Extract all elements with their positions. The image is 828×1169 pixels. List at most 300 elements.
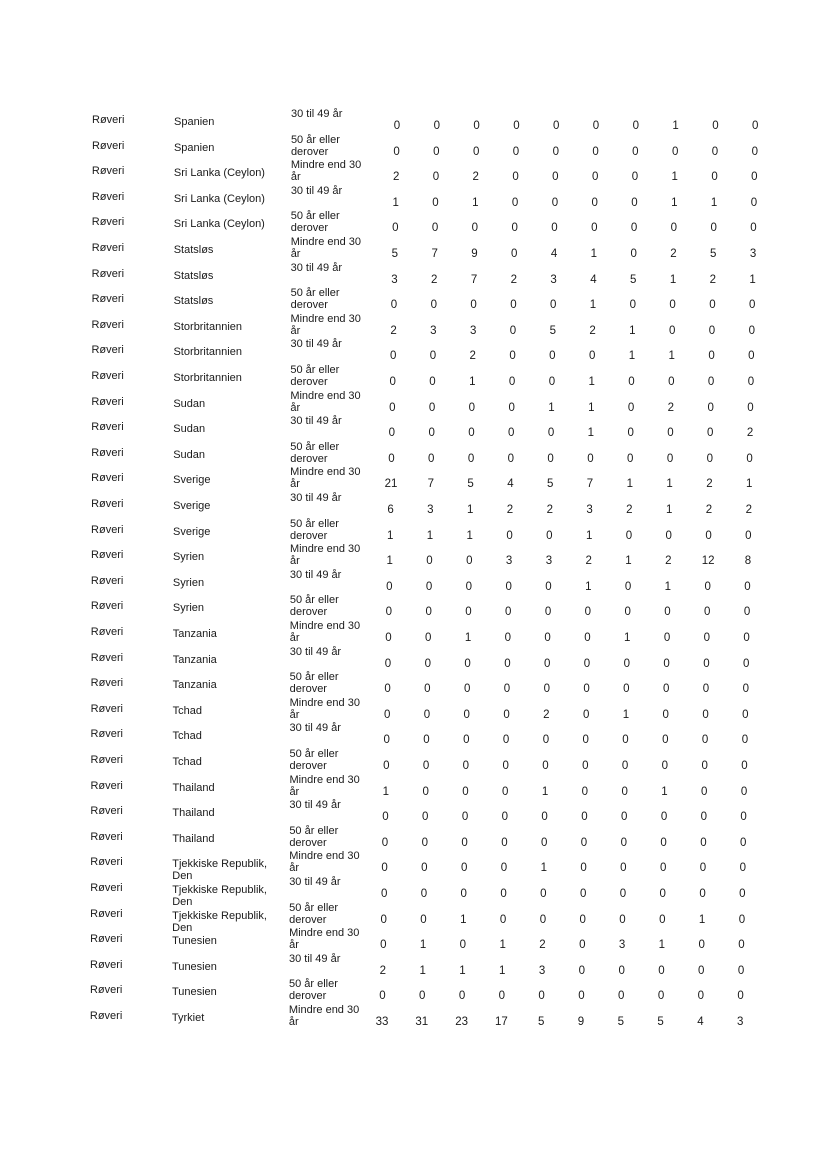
value-cell: 1 — [419, 939, 427, 952]
country-cell: Sverige — [173, 525, 211, 538]
value-cell: 0 — [500, 888, 507, 900]
value-cell: 0 — [751, 120, 759, 132]
value-cell: 0 — [504, 632, 512, 644]
country-cell: Syrien — [172, 576, 205, 589]
value-cell: 0 — [506, 529, 513, 542]
country-cell: Tjekkiske Republik, Den — [172, 884, 267, 908]
value-cell: 0 — [432, 171, 440, 184]
country-cell: Tjekkiske Republik, Den — [172, 858, 268, 883]
table-row — [0, 364, 828, 396]
value-cell: 0 — [659, 913, 666, 926]
value-cell: 3 — [427, 504, 434, 516]
value-cell: 1 — [587, 427, 595, 440]
age-cell: 30 til 49 år — [290, 261, 342, 274]
value-cell: 0 — [584, 606, 592, 619]
crime-cell: Røveri — [90, 856, 123, 869]
country-cell: Spanien — [174, 116, 215, 128]
country-cell: Spanien — [173, 141, 215, 154]
value-cell: 0 — [547, 427, 555, 440]
crime-cell: Røveri — [89, 984, 123, 997]
country-cell: Storbritannien — [173, 372, 242, 384]
country-cell: Thailand — [172, 807, 215, 820]
value-cell: 0 — [511, 222, 518, 235]
value-cell: 0 — [508, 376, 516, 388]
crime-cell: Røveri — [90, 600, 124, 613]
value-cell: 0 — [503, 683, 511, 696]
value-cell: 1 — [668, 350, 675, 363]
age-cell: 50 år eller derover — [289, 824, 339, 849]
value-cell: 0 — [539, 913, 547, 926]
value-cell: 0 — [379, 990, 386, 1003]
value-cell: 0 — [750, 196, 758, 209]
value-cell: 0 — [627, 452, 634, 465]
value-cell: 0 — [468, 427, 475, 440]
value-cell: 8 — [744, 555, 752, 568]
value-cell: 1 — [628, 350, 636, 363]
value-cell: 0 — [660, 836, 667, 849]
value-cell: 5 — [391, 248, 399, 260]
age-cell: 50 år eller derover — [289, 671, 339, 696]
value-cell: 0 — [388, 427, 396, 440]
value-cell: 2 — [585, 555, 592, 568]
value-cell: 5 — [630, 273, 637, 286]
value-cell: 0 — [711, 145, 719, 158]
value-cell: 0 — [513, 120, 520, 132]
value-cell: 0 — [703, 632, 711, 644]
value-cell: 0 — [624, 580, 632, 593]
age-cell: 50 år eller derover — [289, 594, 339, 619]
value-cell: 0 — [508, 401, 515, 414]
value-cell: 2 — [706, 478, 713, 491]
table-row — [0, 210, 828, 242]
country-cell: Tanzania — [172, 679, 217, 692]
age-cell: Mindre end 30 år — [290, 389, 361, 414]
value-cell: 0 — [747, 376, 755, 388]
country-cell: Sudan — [173, 423, 206, 436]
value-cell: 0 — [463, 734, 470, 747]
value-cell: 0 — [386, 580, 393, 593]
value-cell: 0 — [746, 452, 753, 465]
value-cell: 0 — [422, 785, 429, 798]
value-cell: 1 — [745, 478, 753, 491]
country-cell: Sudan — [173, 397, 206, 410]
value-cell: 0 — [429, 350, 437, 363]
crime-cell: Røveri — [91, 165, 125, 178]
value-cell: 0 — [660, 811, 668, 824]
value-cell: 1 — [541, 785, 549, 798]
value-cell: 0 — [426, 555, 433, 568]
value-cell: 0 — [431, 222, 439, 235]
age-cell: 30 til 49 år — [290, 492, 342, 504]
value-cell: 0 — [393, 120, 401, 132]
country-cell: Storbritannien — [173, 320, 243, 333]
value-cell: 1 — [664, 580, 672, 593]
value-cell: 2 — [431, 273, 438, 286]
value-cell: 0 — [460, 862, 468, 875]
value-cell: 0 — [502, 785, 509, 798]
country-cell: Statsløs — [173, 269, 214, 282]
value-cell: 0 — [462, 785, 469, 798]
value-cell: 0 — [622, 734, 629, 747]
crime-cell: Røveri — [91, 421, 124, 434]
value-cell: 0 — [510, 299, 517, 312]
table-row — [0, 389, 828, 422]
value-cell: 0 — [549, 299, 557, 312]
value-cell: 0 — [621, 760, 629, 772]
value-cell: 0 — [632, 145, 639, 158]
crime-cell: Røveri — [91, 523, 124, 536]
table-row — [0, 133, 828, 166]
value-cell: 0 — [540, 836, 548, 849]
value-cell: 0 — [468, 401, 476, 414]
country-cell: Sri Lanka (Ceylon) — [173, 167, 265, 180]
value-cell: 0 — [624, 606, 631, 619]
value-cell: 0 — [464, 657, 471, 670]
value-cell: 0 — [659, 888, 666, 900]
value-cell: 0 — [419, 990, 426, 1003]
crime-cell: Røveri — [90, 626, 124, 638]
age-cell: 30 til 49 år — [289, 952, 341, 965]
value-cell: 0 — [542, 734, 550, 747]
value-cell: 0 — [701, 785, 708, 798]
value-cell: 0 — [461, 836, 468, 849]
value-cell: 2 — [670, 248, 677, 260]
value-cell: 0 — [583, 683, 590, 696]
value-cell: 0 — [423, 734, 430, 747]
value-cell: 0 — [501, 836, 508, 849]
value-cell: 0 — [748, 324, 755, 337]
value-cell: 0 — [707, 376, 715, 388]
age-cell: Mindre end 30 år — [289, 850, 360, 875]
table-row — [0, 236, 828, 268]
age-cell: 50 år eller derover — [288, 978, 338, 1003]
value-cell: 1 — [671, 196, 678, 209]
value-cell: 0 — [578, 990, 585, 1003]
value-cell: 2 — [390, 324, 397, 337]
age-cell: 30 til 49 år — [291, 108, 343, 120]
value-cell: 0 — [620, 862, 627, 875]
value-cell: 0 — [380, 913, 387, 926]
value-cell: 0 — [381, 836, 389, 849]
value-cell: 1 — [469, 376, 476, 388]
value-cell: 3 — [430, 324, 437, 337]
value-cell: 0 — [698, 964, 705, 977]
value-cell: 0 — [508, 427, 515, 440]
country-cell: Tjekkiske Republik, Den — [172, 909, 267, 934]
crime-cell: Røveri — [90, 549, 124, 562]
country-cell: Tchad — [172, 704, 202, 717]
value-cell: 0 — [543, 657, 551, 670]
value-cell: 2 — [589, 324, 596, 337]
value-cell: 0 — [663, 632, 671, 644]
value-cell: 2 — [469, 350, 476, 363]
value-cell: 0 — [383, 708, 391, 721]
table-row — [0, 338, 828, 370]
value-cell: 0 — [388, 452, 395, 465]
value-cell: 0 — [619, 913, 626, 926]
value-cell: 0 — [424, 657, 431, 670]
value-cell: 2 — [543, 708, 550, 721]
value-cell: 4 — [507, 478, 514, 491]
value-cell: 1 — [658, 939, 666, 952]
value-cell: 1 — [624, 632, 631, 644]
value-cell: 0 — [511, 196, 519, 209]
value-cell: 0 — [579, 913, 586, 926]
value-cell: 0 — [739, 888, 746, 900]
value-cell: 0 — [669, 299, 676, 312]
crime-cell: Røveri — [91, 318, 124, 331]
table-row — [0, 927, 828, 959]
value-cell: 0 — [547, 452, 554, 465]
value-cell: 0 — [665, 529, 672, 542]
value-cell: 0 — [424, 683, 431, 696]
crime-cell: Røveri — [90, 805, 123, 818]
value-cell: 0 — [625, 529, 633, 542]
value-cell: 0 — [591, 171, 599, 184]
value-cell: 0 — [581, 785, 589, 798]
value-cell: 0 — [546, 529, 553, 542]
table-row — [0, 978, 828, 1010]
value-cell: 0 — [389, 350, 397, 363]
crime-cell: Røveri — [90, 728, 123, 741]
value-cell: 2 — [626, 504, 633, 516]
value-cell: 0 — [551, 222, 558, 235]
age-cell: 50 år eller derover — [290, 517, 339, 542]
value-cell: 3 — [618, 939, 626, 952]
value-cell: 0 — [538, 990, 545, 1003]
value-cell: 0 — [380, 888, 388, 900]
table-row — [0, 440, 828, 473]
value-cell: 5 — [617, 1016, 624, 1028]
value-cell: 0 — [743, 632, 750, 644]
country-cell: Statsløs — [173, 244, 214, 256]
country-cell: Sudan — [173, 448, 206, 461]
value-cell: 0 — [501, 811, 509, 824]
value-cell: 0 — [462, 760, 470, 772]
value-cell: 0 — [540, 888, 547, 900]
value-cell: 0 — [422, 811, 429, 824]
value-cell: 0 — [393, 145, 400, 158]
age-cell: 30 til 49 år — [290, 184, 343, 197]
value-cell: 0 — [666, 452, 674, 465]
value-cell: 0 — [663, 657, 670, 670]
value-cell: 0 — [503, 708, 510, 721]
crime-cell: Røveri — [91, 446, 124, 459]
country-cell: Tchad — [172, 730, 202, 743]
table-row — [0, 773, 828, 806]
value-cell: 1 — [625, 555, 632, 568]
value-cell: 0 — [740, 785, 748, 798]
value-cell: 0 — [737, 990, 744, 1003]
value-cell: 0 — [582, 708, 590, 721]
table-row — [0, 850, 828, 883]
country-cell: Tunesien — [172, 960, 217, 973]
value-cell: 9 — [471, 248, 478, 260]
value-cell: 0 — [705, 529, 712, 542]
value-cell: 0 — [579, 888, 587, 900]
value-cell: 6 — [387, 504, 394, 516]
value-cell: 0 — [544, 632, 551, 644]
value-cell: 3 — [545, 555, 553, 568]
value-cell: 0 — [390, 299, 398, 312]
value-cell: 0 — [382, 811, 389, 824]
value-cell: 2 — [746, 427, 754, 440]
value-cell: 0 — [659, 862, 667, 875]
value-cell: 3 — [736, 1016, 744, 1028]
value-cell: 2 — [472, 171, 479, 184]
value-cell: 0 — [630, 248, 637, 260]
value-cell: 0 — [700, 811, 708, 824]
value-cell: 0 — [620, 836, 627, 849]
value-cell: 0 — [621, 811, 628, 824]
value-cell: 0 — [623, 683, 630, 696]
value-cell: 0 — [708, 350, 715, 363]
value-cell: 0 — [662, 734, 669, 747]
crime-cell: Røveri — [91, 190, 125, 203]
value-cell: 0 — [738, 913, 746, 926]
country-cell: Thailand — [172, 781, 215, 794]
crime-cell: Røveri — [90, 933, 123, 946]
value-cell: 0 — [498, 990, 506, 1003]
value-cell: 0 — [742, 657, 750, 670]
value-cell: 0 — [425, 632, 432, 644]
crime-cell: Røveri — [89, 1010, 123, 1022]
value-cell: 5 — [537, 1016, 545, 1028]
value-cell: 0 — [428, 401, 436, 414]
value-cell: 0 — [741, 760, 748, 772]
age-cell: 50 år eller derover — [290, 287, 340, 312]
value-cell: 0 — [742, 708, 749, 721]
value-cell: 0 — [385, 606, 393, 619]
value-cell: 0 — [422, 760, 430, 772]
value-cell: 0 — [465, 606, 472, 619]
value-cell: 23 — [455, 1016, 468, 1028]
value-cell: 1 — [588, 401, 595, 414]
value-cell: 0 — [706, 452, 714, 465]
crime-cell: Røveri — [90, 882, 123, 894]
value-cell: 1 — [710, 196, 718, 209]
crime-cell: Røveri — [90, 779, 123, 792]
country-cell: Syrien — [172, 551, 205, 564]
value-cell: 0 — [657, 990, 665, 1003]
crime-cell: Røveri — [90, 702, 123, 715]
value-cell: 0 — [467, 452, 475, 465]
value-cell: 0 — [668, 324, 676, 337]
value-cell: 0 — [712, 120, 719, 132]
value-cell: 0 — [738, 939, 745, 952]
country-cell: Sri Lanka (Ceylon) — [173, 218, 265, 231]
crime-cell: Røveri — [90, 958, 123, 971]
value-cell: 0 — [543, 683, 550, 696]
value-cell: 0 — [421, 862, 428, 875]
value-cell: 0 — [740, 811, 747, 824]
crime-cell: Røveri — [90, 651, 124, 664]
crime-cell: Røveri — [90, 830, 123, 843]
crime-cell: Røveri — [90, 677, 124, 690]
value-cell: 0 — [511, 248, 518, 260]
crime-cell: Røveri — [91, 242, 125, 254]
value-cell: 0 — [425, 580, 433, 593]
crime-cell: Røveri — [91, 395, 124, 408]
value-cell: 1 — [590, 248, 598, 260]
value-cell: 4 — [550, 248, 558, 260]
value-cell: 4 — [590, 273, 597, 286]
value-cell: 1 — [459, 964, 466, 977]
crime-cell: Røveri — [91, 293, 124, 306]
value-cell: 5 — [546, 478, 554, 491]
value-cell: 3 — [391, 273, 398, 286]
value-cell: 0 — [421, 836, 428, 849]
value-cell: 0 — [658, 964, 665, 977]
table-row — [0, 159, 828, 191]
value-cell: 0 — [587, 452, 594, 465]
value-cell: 0 — [432, 196, 439, 209]
value-cell: 0 — [591, 196, 598, 209]
value-cell: 1 — [585, 580, 592, 593]
value-cell: 1 — [466, 529, 473, 542]
value-cell: 0 — [592, 145, 599, 158]
value-cell: 0 — [420, 888, 428, 900]
country-cell: Tanzania — [172, 653, 217, 666]
value-cell: 0 — [751, 171, 758, 184]
value-cell: 0 — [592, 120, 600, 132]
age-cell: Mindre end 30 år — [289, 620, 361, 644]
age-cell: 30 til 49 år — [289, 799, 341, 812]
value-cell: 1 — [665, 504, 673, 516]
value-cell: 0 — [631, 171, 639, 184]
age-cell: Mindre end 30 år — [288, 1004, 360, 1028]
value-cell: 0 — [591, 222, 598, 235]
value-cell: 2 — [745, 504, 752, 516]
age-cell: 30 til 49 år — [289, 722, 341, 735]
value-cell: 0 — [473, 120, 480, 132]
value-cell: 1 — [548, 401, 555, 414]
value-cell: 0 — [632, 120, 639, 132]
value-cell: 0 — [627, 401, 635, 414]
value-cell: 0 — [621, 785, 628, 798]
value-cell: 3 — [538, 964, 546, 977]
country-cell: Sverige — [173, 474, 211, 487]
value-cell: 0 — [668, 376, 675, 388]
country-cell: Statsløs — [173, 295, 214, 308]
value-cell: 0 — [745, 529, 752, 542]
table-row — [0, 876, 828, 908]
country-cell: Tchad — [172, 756, 202, 768]
value-cell: 0 — [742, 683, 749, 696]
country-cell: Sri Lanka (Ceylon) — [173, 192, 265, 205]
value-cell: 1 — [419, 964, 426, 977]
value-cell: 0 — [583, 657, 591, 670]
crime-cell: Røveri — [90, 754, 123, 766]
value-cell: 5 — [657, 1016, 664, 1028]
age-cell: Mindre end 30 år — [290, 466, 361, 491]
value-cell: 0 — [748, 299, 756, 312]
crime-cell: Røveri — [91, 267, 125, 280]
value-cell: 2 — [665, 555, 672, 568]
value-cell: 0 — [389, 401, 396, 414]
value-cell: 0 — [661, 760, 669, 772]
value-cell: 1 — [749, 273, 756, 286]
value-cell: 0 — [429, 376, 436, 388]
value-cell: 1 — [386, 529, 394, 542]
value-cell: 0 — [381, 862, 388, 875]
table-row — [0, 543, 828, 575]
table-row — [0, 748, 828, 780]
value-cell: 0 — [698, 939, 705, 952]
age-cell: 50 år eller derover — [290, 133, 340, 158]
value-cell: 0 — [383, 734, 390, 747]
value-cell: 7 — [586, 478, 594, 491]
